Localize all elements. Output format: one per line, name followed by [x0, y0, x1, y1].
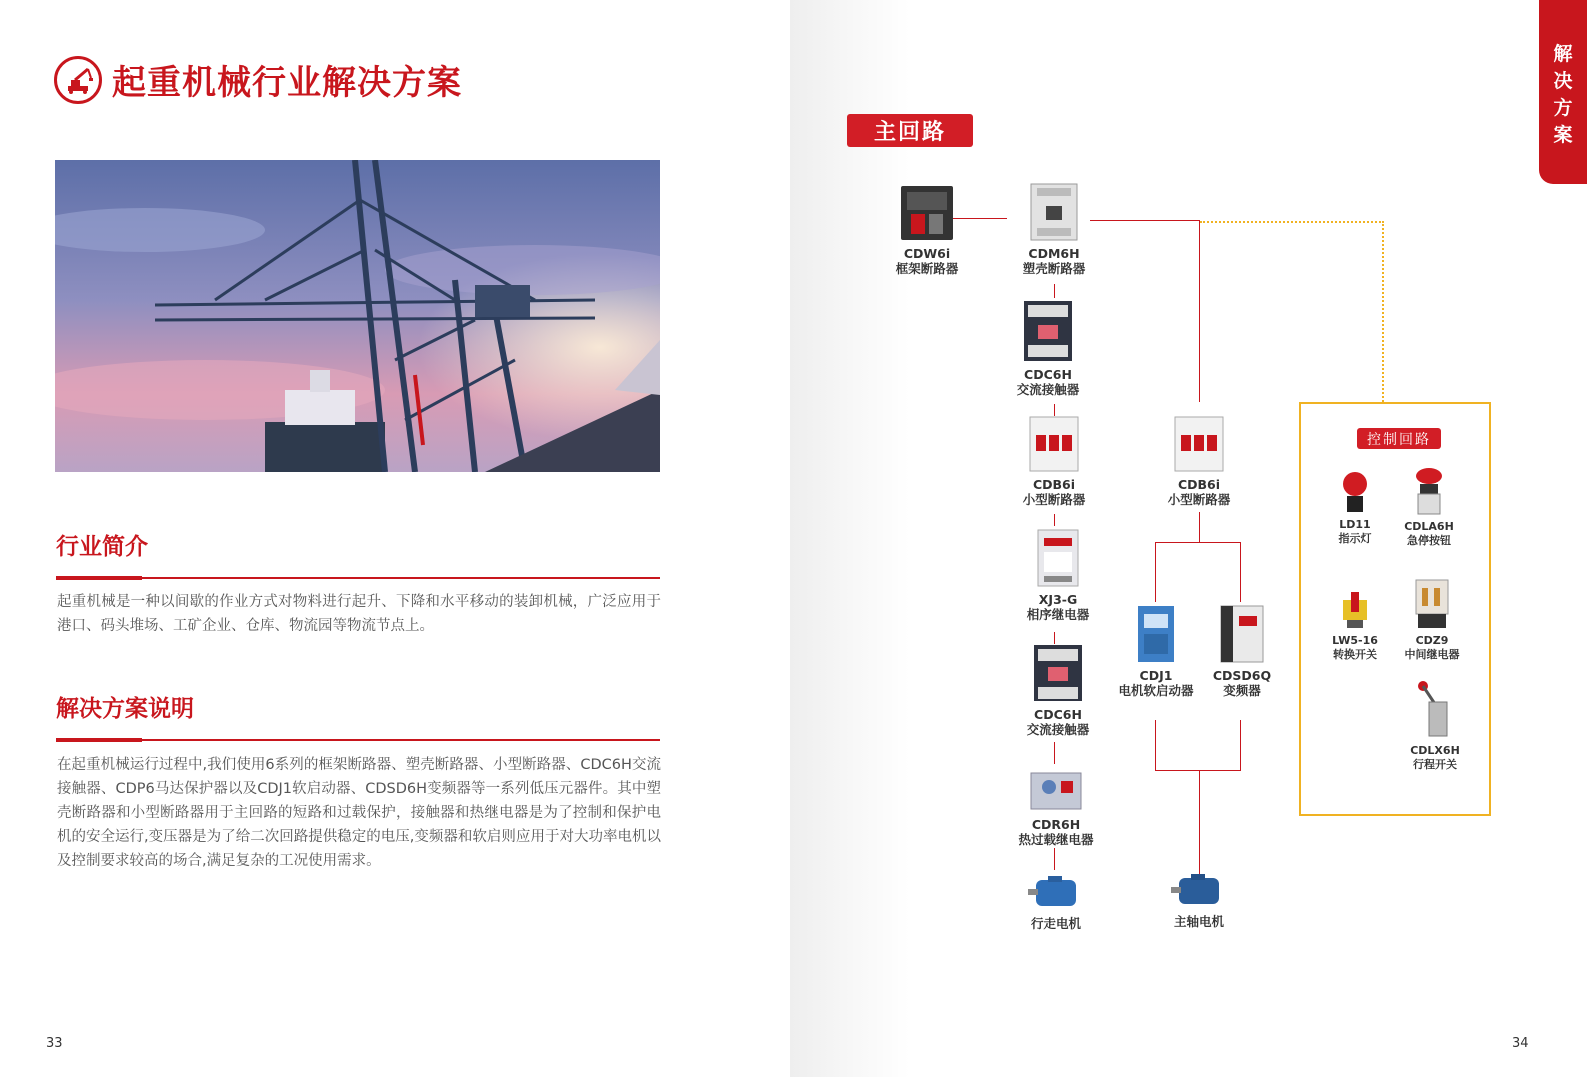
component-cdc6h-b	[1008, 643, 1108, 737]
component-cdr6h	[1001, 767, 1111, 847]
component-cdm6h	[1004, 182, 1104, 276]
crane-logo-icon	[54, 56, 102, 104]
side-tab-char: 解	[1553, 43, 1573, 65]
component-desc: 中间继电器	[1404, 648, 1460, 661]
component-desc: 变频器	[1223, 683, 1261, 698]
intro-text: 起重机械是一种以间歇的作业方式对物料进行起升、下降和水平移动的装卸机械，广泛应用于港口、码头堆场、工矿企业、仓库、物流园等物流节点上。	[57, 594, 661, 634]
component-cdsd6q	[1200, 604, 1284, 698]
emergency-stop-icon	[1412, 466, 1446, 516]
control-circuit-box	[1299, 402, 1491, 816]
component-model: CDC6H	[1024, 367, 1072, 382]
component-cdz9	[1391, 576, 1473, 662]
component-motor-spindle	[1159, 872, 1239, 929]
intro-divider	[56, 577, 660, 579]
component-cdc6h-a	[998, 299, 1098, 397]
wire	[1199, 512, 1200, 542]
left-page	[0, 0, 790, 1077]
side-tab-char: 决	[1553, 70, 1573, 92]
component-model: CDLA6H	[1404, 520, 1454, 533]
thermal-relay-icon	[1029, 767, 1083, 813]
solution-heading: 解决方案说明	[56, 696, 194, 722]
contactor-icon	[1032, 643, 1084, 703]
wire	[1090, 220, 1200, 221]
component-desc: 交流接触器	[1016, 382, 1080, 397]
component-desc: 相序继电器	[1026, 607, 1090, 622]
control-feed-wire	[1382, 221, 1384, 402]
side-tab-char: 案	[1553, 124, 1573, 146]
component-cdla6h	[1389, 466, 1469, 548]
electric-motor-icon	[1169, 872, 1229, 910]
solution-divider	[56, 739, 660, 741]
phase-relay-icon	[1034, 528, 1082, 588]
wire	[1155, 720, 1156, 770]
wire	[1155, 770, 1241, 771]
component-model: XJ3-G	[1038, 592, 1078, 607]
component-model: CDSD6Q	[1212, 668, 1272, 683]
component-desc: 急停按钮	[1407, 534, 1451, 547]
wire	[1199, 770, 1200, 878]
component-desc: 小型断路器	[1167, 492, 1231, 507]
miniature-breaker-icon	[1028, 415, 1080, 473]
control-circuit-label: 控制回路	[1357, 428, 1441, 449]
component-lw5	[1315, 590, 1395, 662]
page-number-right: 34	[1512, 1036, 1529, 1051]
page-title-block	[54, 55, 462, 104]
component-motor-walk	[1016, 874, 1096, 931]
wire	[1054, 742, 1055, 764]
component-model: CDLX6H	[1410, 744, 1460, 757]
component-model: CDJ1	[1139, 668, 1173, 683]
wire	[1054, 514, 1055, 526]
component-model: CDB6i	[1032, 477, 1076, 492]
main-circuit-label: 主回路	[847, 114, 973, 147]
limit-switch-icon	[1413, 680, 1457, 740]
wire	[1054, 284, 1055, 298]
intro-heading: 行业简介	[56, 534, 148, 560]
page-title: 起重机械行业解决方案	[112, 63, 462, 103]
component-desc: 框架断路器	[895, 261, 959, 276]
component-model: LW5-16	[1332, 634, 1378, 647]
frequency-inverter-icon	[1217, 604, 1267, 664]
component-desc: 转换开关	[1333, 648, 1377, 661]
contactor-icon	[1022, 299, 1074, 363]
wire	[1199, 220, 1200, 402]
component-desc: 塑壳断路器	[1022, 261, 1086, 276]
component-cdb6i-b	[1149, 415, 1249, 507]
component-desc: 小型断路器	[1022, 492, 1086, 507]
component-ld11	[1315, 470, 1395, 546]
side-section-tab	[1539, 0, 1587, 184]
component-desc: 电机软启动器	[1118, 683, 1194, 698]
wire	[1155, 542, 1156, 602]
component-desc: 主轴电机	[1173, 914, 1224, 929]
soft-starter-icon	[1134, 604, 1178, 664]
component-desc: 行走电机	[1030, 916, 1081, 931]
air-circuit-breaker-icon	[899, 182, 955, 242]
component-xj3g	[1008, 528, 1108, 622]
component-cdlx6h	[1393, 680, 1477, 772]
solution-text: 在起重机械运行过程中,我们使用6系列的框架断路器、塑壳断路器、小型断路器、CDC6H交流接触器、CDP6马达保护器以及CDJ1软启动器、CDSD6H变频器等一系列低压元器件。其中塑壳断路器和小型断路器用于主回路的短路和过载保护，接触器和热继电器是为了控制和保护电机的安全运行,变压器是为了给二次回路提供稳定的电压,变频器和软启则应用于对大功率电机以及控制要求较高的场合,满足复杂的工况使用需求。	[57, 757, 661, 869]
component-desc: 指示灯	[1338, 532, 1372, 545]
control-feed-wire	[1200, 221, 1384, 223]
component-desc: 行程开关	[1413, 758, 1457, 771]
page-number-left: 33	[46, 1036, 63, 1051]
right-page	[790, 0, 1587, 1077]
component-model: CDZ9	[1415, 634, 1449, 647]
side-tab-char: 方	[1553, 97, 1573, 119]
component-model: CDB6i	[1177, 477, 1221, 492]
component-cdw6i	[882, 182, 972, 276]
component-cdj1	[1108, 604, 1204, 698]
rotary-switch-icon	[1337, 590, 1373, 630]
electric-motor-icon	[1026, 874, 1086, 912]
port-crane-photo	[55, 160, 660, 472]
wire	[1240, 720, 1241, 770]
wire	[1155, 542, 1241, 543]
component-cdb6i-a	[1004, 415, 1104, 507]
miniature-breaker-icon	[1173, 415, 1225, 473]
intermediate-relay-icon	[1412, 576, 1452, 630]
component-model: CDR6H	[1031, 817, 1081, 832]
wire	[1240, 542, 1241, 602]
component-model: CDW6i	[903, 246, 951, 261]
component-desc: 交流接触器	[1026, 722, 1090, 737]
component-model: CDC6H	[1034, 707, 1082, 722]
indicator-light-icon	[1339, 470, 1371, 514]
component-desc: 热过载继电器	[1018, 832, 1094, 847]
component-model: LD11	[1339, 518, 1371, 531]
component-model: CDM6H	[1028, 246, 1080, 261]
molded-case-breaker-icon	[1029, 182, 1079, 242]
wire	[1054, 848, 1055, 870]
